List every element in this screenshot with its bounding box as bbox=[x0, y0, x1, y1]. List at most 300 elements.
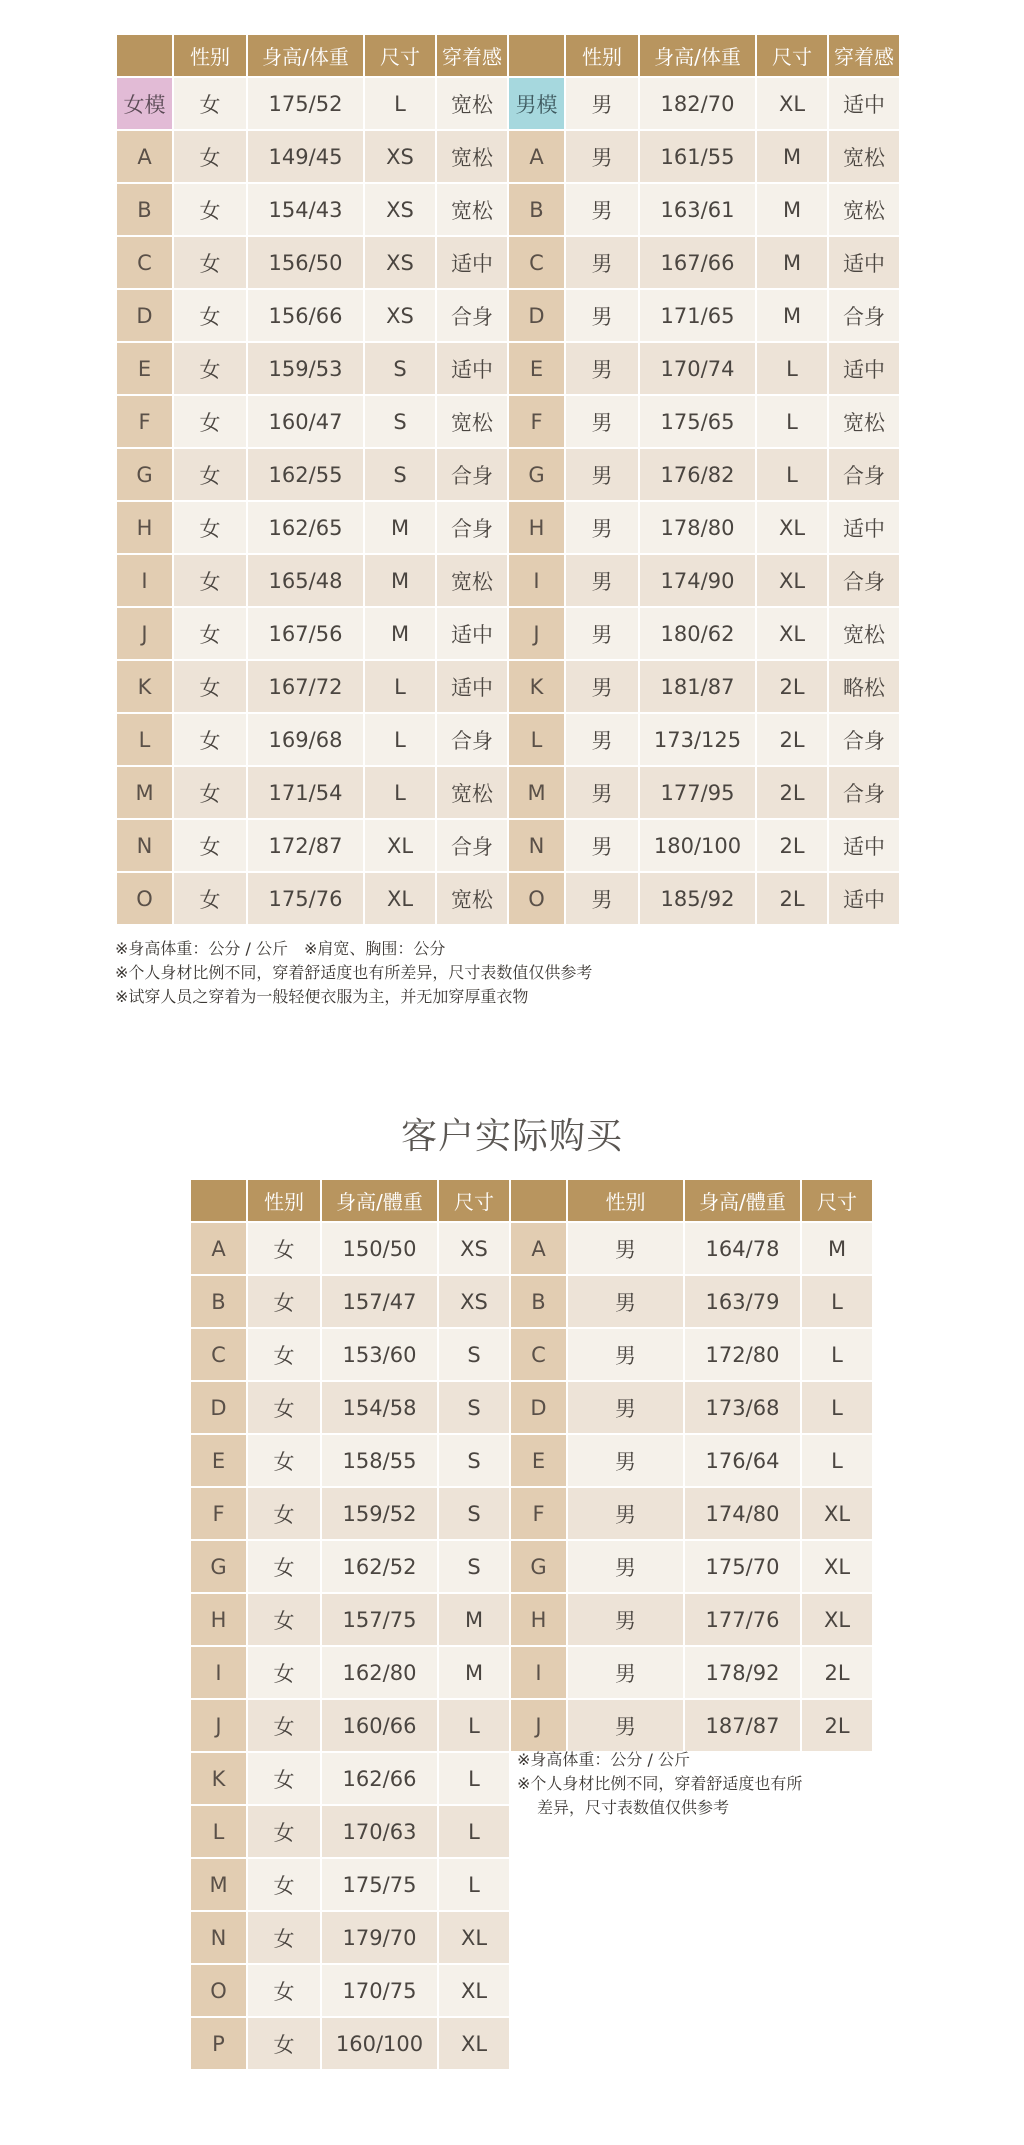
table-row bbox=[117, 608, 899, 659]
row-label-cell: O bbox=[191, 1965, 246, 2016]
table-cell: 157/47 bbox=[322, 1276, 437, 1327]
table-cell: 160/100 bbox=[322, 2018, 437, 2069]
table-cell: XS bbox=[439, 1276, 509, 1327]
table-cell: 适中 bbox=[829, 78, 899, 129]
table-cell: L bbox=[439, 1859, 509, 1910]
table-cell: M bbox=[439, 1647, 509, 1698]
table-cell: 女 bbox=[248, 1753, 320, 1804]
table-cell: L bbox=[757, 343, 827, 394]
table-cell: 女 bbox=[248, 1859, 320, 1910]
table-row bbox=[191, 1912, 872, 1963]
table-cell: 171/65 bbox=[640, 290, 755, 341]
table-cell: 男 bbox=[568, 1594, 683, 1645]
table-cell: 男 bbox=[566, 131, 638, 182]
table-cell: 女 bbox=[248, 1647, 320, 1698]
table-cell: XL bbox=[757, 502, 827, 553]
header-cell: 身高/体重 bbox=[248, 35, 363, 76]
table-row bbox=[191, 1435, 872, 1486]
table-row bbox=[117, 184, 899, 235]
row-label-cell: O bbox=[117, 873, 172, 924]
table-header-row bbox=[191, 1180, 872, 1221]
table-cell: 153/60 bbox=[322, 1329, 437, 1380]
table-cell: 男 bbox=[566, 820, 638, 871]
table-cell: 合身 bbox=[437, 290, 507, 341]
table-row bbox=[191, 1647, 872, 1698]
table-cell: 163/79 bbox=[685, 1276, 800, 1327]
header-cell: 性别 bbox=[566, 35, 638, 76]
note-line: ※试穿人员之穿着为一般轻便衣服为主，并无加穿厚重衣物 bbox=[115, 987, 529, 1006]
row-label-cell: C bbox=[191, 1329, 246, 1380]
row-label-cell: B bbox=[511, 1276, 566, 1327]
table-cell: 适中 bbox=[829, 873, 899, 924]
row-label-cell: G bbox=[117, 449, 172, 500]
table-cell: XL bbox=[802, 1594, 872, 1645]
table-cell: 合身 bbox=[437, 714, 507, 765]
table-cell: 162/52 bbox=[322, 1541, 437, 1592]
table-cell: 女 bbox=[174, 184, 246, 235]
header-cell: 身高/體重 bbox=[685, 1180, 800, 1221]
table-cell: 174/80 bbox=[685, 1488, 800, 1539]
table-cell: 2L bbox=[757, 661, 827, 712]
table-row bbox=[191, 1965, 872, 2016]
table-cell: 177/76 bbox=[685, 1594, 800, 1645]
table-cell: 179/70 bbox=[322, 1912, 437, 1963]
row-label-cell: H bbox=[117, 502, 172, 553]
table-cell: XS bbox=[365, 184, 435, 235]
table-cell: 160/66 bbox=[322, 1700, 437, 1751]
table-cell: M bbox=[757, 237, 827, 288]
table-cell: 2L bbox=[757, 714, 827, 765]
table-cell: M bbox=[757, 131, 827, 182]
table-cell: 适中 bbox=[437, 608, 507, 659]
row-label-cell: C bbox=[511, 1329, 566, 1380]
row-label-cell: C bbox=[509, 237, 564, 288]
table-cell: 女 bbox=[248, 1329, 320, 1380]
table-cell: 宽松 bbox=[829, 184, 899, 235]
row-label-cell: O bbox=[509, 873, 564, 924]
row-label-cell: E bbox=[509, 343, 564, 394]
header-label-cell bbox=[191, 1180, 246, 1221]
row-label-cell: M bbox=[509, 767, 564, 818]
table-cell: 适中 bbox=[437, 237, 507, 288]
table-cell: L bbox=[439, 1753, 509, 1804]
table-row bbox=[117, 555, 899, 606]
row-label-cell: A bbox=[191, 1223, 246, 1274]
table-cell: 男 bbox=[568, 1435, 683, 1486]
header-cell: 性别 bbox=[174, 35, 246, 76]
table-cell: 180/100 bbox=[640, 820, 755, 871]
table-cell: XL bbox=[757, 608, 827, 659]
note-line: ※身高体重：公分 / 公斤 ※肩宽、胸围：公分 bbox=[115, 939, 446, 958]
row-label-cell: M bbox=[117, 767, 172, 818]
table-cell: 154/58 bbox=[322, 1382, 437, 1433]
table-cell: 163/61 bbox=[640, 184, 755, 235]
table-cell: 女 bbox=[174, 714, 246, 765]
row-label-cell: D bbox=[191, 1382, 246, 1433]
header-label-cell bbox=[117, 35, 172, 76]
table-cell: 171/54 bbox=[248, 767, 363, 818]
row-label-cell: F bbox=[191, 1488, 246, 1539]
table-cell: XL bbox=[757, 555, 827, 606]
table-cell: 177/95 bbox=[640, 767, 755, 818]
table-row bbox=[191, 1700, 872, 1751]
table-cell: 男 bbox=[566, 184, 638, 235]
table-cell: 女 bbox=[248, 1541, 320, 1592]
table-cell: 男 bbox=[568, 1488, 683, 1539]
row-label-cell: L bbox=[509, 714, 564, 765]
table-cell: XL bbox=[439, 1965, 509, 2016]
table-cell: S bbox=[439, 1329, 509, 1380]
note-line: ※身高体重：公分 / 公斤 bbox=[517, 1750, 690, 1769]
table-cell: 男 bbox=[566, 396, 638, 447]
row-label-cell: E bbox=[117, 343, 172, 394]
table-cell: 宽松 bbox=[829, 608, 899, 659]
row-label-cell: B bbox=[117, 184, 172, 235]
table-cell: 男 bbox=[568, 1541, 683, 1592]
row-label-cell: F bbox=[509, 396, 564, 447]
table-cell: 女 bbox=[174, 290, 246, 341]
header-cell: 尺寸 bbox=[802, 1180, 872, 1221]
table-cell: 女 bbox=[248, 1488, 320, 1539]
table-row bbox=[117, 820, 899, 871]
table-cell: 154/43 bbox=[248, 184, 363, 235]
table-cell: 女 bbox=[174, 555, 246, 606]
table-cell: S bbox=[365, 396, 435, 447]
table-cell: 女 bbox=[174, 608, 246, 659]
table-cell: L bbox=[757, 449, 827, 500]
row-label-cell: I bbox=[511, 1647, 566, 1698]
row-label-cell: G bbox=[509, 449, 564, 500]
table-cell: 宽松 bbox=[437, 396, 507, 447]
table-cell: 男 bbox=[568, 1223, 683, 1274]
row-label-cell: D bbox=[511, 1382, 566, 1433]
table-cell: XS bbox=[365, 131, 435, 182]
table-cell: 女 bbox=[174, 131, 246, 182]
table-cell: 女 bbox=[174, 396, 246, 447]
table-cell: 女 bbox=[248, 1806, 320, 1857]
row-label-cell: L bbox=[191, 1806, 246, 1857]
table-cell: S bbox=[439, 1488, 509, 1539]
table-row bbox=[117, 767, 899, 818]
table-cell: XL bbox=[802, 1541, 872, 1592]
header-cell: 性别 bbox=[568, 1180, 683, 1221]
table-cell: 女 bbox=[174, 343, 246, 394]
table-cell: 185/92 bbox=[640, 873, 755, 924]
table-cell: 合身 bbox=[829, 555, 899, 606]
row-label-cell: J bbox=[511, 1700, 566, 1751]
table-cell: 182/70 bbox=[640, 78, 755, 129]
table-cell: 合身 bbox=[829, 449, 899, 500]
header-cell: 穿着感 bbox=[829, 35, 899, 76]
row-label-cell: C bbox=[117, 237, 172, 288]
table-cell: 男 bbox=[568, 1700, 683, 1751]
row-label-cell: L bbox=[117, 714, 172, 765]
table-cell: 172/87 bbox=[248, 820, 363, 871]
table-cell: L bbox=[365, 714, 435, 765]
table-cell: 167/66 bbox=[640, 237, 755, 288]
table-cell: 159/53 bbox=[248, 343, 363, 394]
row-label-cell: N bbox=[117, 820, 172, 871]
table-cell: 2L bbox=[802, 1700, 872, 1751]
customer-purchase-table bbox=[189, 1178, 874, 2071]
table-cell: 女 bbox=[248, 1594, 320, 1645]
table-cell: M bbox=[365, 555, 435, 606]
table-cell: 2L bbox=[757, 820, 827, 871]
table-cell: 合身 bbox=[437, 502, 507, 553]
table-cell: S bbox=[439, 1382, 509, 1433]
row-label-cell: K bbox=[191, 1753, 246, 1804]
table-row bbox=[117, 449, 899, 500]
row-label-cell: J bbox=[509, 608, 564, 659]
table-cell: S bbox=[439, 1435, 509, 1486]
table-cell: 180/62 bbox=[640, 608, 755, 659]
table-cell: 男 bbox=[568, 1382, 683, 1433]
section-title: 客户实际购买 bbox=[400, 1116, 623, 1157]
table-cell: XS bbox=[365, 237, 435, 288]
table-cell: 男 bbox=[566, 555, 638, 606]
row-label-cell: K bbox=[509, 661, 564, 712]
table-cell: 175/76 bbox=[248, 873, 363, 924]
table-cell: 157/75 bbox=[322, 1594, 437, 1645]
table-cell: 162/65 bbox=[248, 502, 363, 553]
table-cell: 男 bbox=[566, 661, 638, 712]
table-cell: 162/55 bbox=[248, 449, 363, 500]
table-cell: 男 bbox=[568, 1647, 683, 1698]
table-cell: 158/55 bbox=[322, 1435, 437, 1486]
table-cell: 宽松 bbox=[829, 396, 899, 447]
row-label-cell: 女模 bbox=[117, 78, 172, 129]
table-cell: XL bbox=[365, 820, 435, 871]
table-cell: 女 bbox=[174, 78, 246, 129]
note-line: 差异，尺寸表数值仅供参考 bbox=[537, 1798, 730, 1817]
table-cell: 男 bbox=[566, 608, 638, 659]
table-cell: 2L bbox=[802, 1647, 872, 1698]
row-label-cell: N bbox=[191, 1912, 246, 1963]
table-cell: M bbox=[439, 1594, 509, 1645]
table-row bbox=[191, 1594, 872, 1645]
table-cell: 156/66 bbox=[248, 290, 363, 341]
table-cell: 169/68 bbox=[248, 714, 363, 765]
table-header-row bbox=[117, 35, 899, 76]
table-row bbox=[117, 714, 899, 765]
table-cell: 170/75 bbox=[322, 1965, 437, 2016]
table-row bbox=[191, 1541, 872, 1592]
table-cell: 适中 bbox=[437, 661, 507, 712]
table-cell: 女 bbox=[248, 1912, 320, 1963]
table-cell: 女 bbox=[174, 502, 246, 553]
table-cell: 187/87 bbox=[685, 1700, 800, 1751]
table-cell: XL bbox=[757, 78, 827, 129]
table-cell: 男 bbox=[568, 1276, 683, 1327]
table-cell: L bbox=[802, 1435, 872, 1486]
table-cell: 宽松 bbox=[437, 555, 507, 606]
table-cell: 宽松 bbox=[437, 78, 507, 129]
table-cell: 女 bbox=[248, 1382, 320, 1433]
table-cell: M bbox=[365, 502, 435, 553]
table-row bbox=[117, 131, 899, 182]
table-row bbox=[191, 1329, 872, 1380]
table-cell: L bbox=[365, 661, 435, 712]
row-label-cell: A bbox=[509, 131, 564, 182]
table-cell: 适中 bbox=[829, 502, 899, 553]
table-cell: 宽松 bbox=[437, 767, 507, 818]
table-cell: 宽松 bbox=[829, 131, 899, 182]
table-cell: 175/52 bbox=[248, 78, 363, 129]
table-cell: 167/56 bbox=[248, 608, 363, 659]
table-row bbox=[191, 1859, 872, 1910]
table-cell: 男 bbox=[566, 714, 638, 765]
header-cell: 身高/体重 bbox=[640, 35, 755, 76]
table-cell: XL bbox=[802, 1488, 872, 1539]
table-cell: 170/74 bbox=[640, 343, 755, 394]
row-label-cell: F bbox=[511, 1488, 566, 1539]
row-label-cell: I bbox=[509, 555, 564, 606]
table-cell: L bbox=[802, 1329, 872, 1380]
header-cell: 尺寸 bbox=[757, 35, 827, 76]
customer-table-notes bbox=[517, 1748, 802, 1820]
table-cell: 女 bbox=[174, 661, 246, 712]
table-cell: 150/50 bbox=[322, 1223, 437, 1274]
table-cell: 女 bbox=[174, 449, 246, 500]
table-cell: L bbox=[439, 1806, 509, 1857]
table-cell: M bbox=[757, 290, 827, 341]
table-cell: 161/55 bbox=[640, 131, 755, 182]
table-cell: 略松 bbox=[829, 661, 899, 712]
note-line: ※个人身材比例不同，穿着舒适度也有所差异，尺寸表数值仅供参考 bbox=[115, 963, 593, 982]
row-label-cell: H bbox=[511, 1594, 566, 1645]
table-cell: 174/90 bbox=[640, 555, 755, 606]
table-cell: 女 bbox=[174, 873, 246, 924]
table-cell: 173/68 bbox=[685, 1382, 800, 1433]
table-row bbox=[117, 661, 899, 712]
table-cell: 合身 bbox=[829, 767, 899, 818]
table-cell: 女 bbox=[248, 2018, 320, 2069]
table-cell: 女 bbox=[174, 237, 246, 288]
table-cell: 149/45 bbox=[248, 131, 363, 182]
header-cell: 穿着感 bbox=[437, 35, 507, 76]
row-label-cell: P bbox=[191, 2018, 246, 2069]
table-cell: XL bbox=[439, 1912, 509, 1963]
table-cell: 适中 bbox=[829, 343, 899, 394]
table-cell: 178/80 bbox=[640, 502, 755, 553]
table-cell: 156/50 bbox=[248, 237, 363, 288]
row-label-cell: B bbox=[191, 1276, 246, 1327]
table-cell: L bbox=[757, 396, 827, 447]
row-label-cell: E bbox=[511, 1435, 566, 1486]
row-label-cell: J bbox=[117, 608, 172, 659]
row-label-cell: I bbox=[191, 1647, 246, 1698]
table-row bbox=[117, 343, 899, 394]
row-label-cell: H bbox=[191, 1594, 246, 1645]
row-label-cell: B bbox=[509, 184, 564, 235]
table-cell: 176/64 bbox=[685, 1435, 800, 1486]
header-cell: 性别 bbox=[248, 1180, 320, 1221]
row-label-cell: 男模 bbox=[509, 78, 564, 129]
table-cell: 175/70 bbox=[685, 1541, 800, 1592]
table-cell: 男 bbox=[566, 502, 638, 553]
table-cell: 176/82 bbox=[640, 449, 755, 500]
table-cell: 男 bbox=[566, 767, 638, 818]
table-cell: 2L bbox=[757, 767, 827, 818]
table-cell: XS bbox=[439, 1223, 509, 1274]
table-cell: 164/78 bbox=[685, 1223, 800, 1274]
header-label-cell bbox=[511, 1180, 566, 1221]
table-cell: XS bbox=[365, 290, 435, 341]
table-row bbox=[191, 1382, 872, 1433]
table-row bbox=[117, 78, 899, 129]
row-label-cell: D bbox=[509, 290, 564, 341]
table-cell: 合身 bbox=[829, 290, 899, 341]
table-row bbox=[191, 2018, 872, 2069]
table-cell: 男 bbox=[566, 237, 638, 288]
table-cell: 181/87 bbox=[640, 661, 755, 712]
table-row bbox=[117, 290, 899, 341]
row-label-cell: A bbox=[117, 131, 172, 182]
table-cell: 2L bbox=[757, 873, 827, 924]
table-row bbox=[117, 237, 899, 288]
table-row bbox=[191, 1276, 872, 1327]
row-label-cell: M bbox=[191, 1859, 246, 1910]
table-cell: 女 bbox=[248, 1700, 320, 1751]
table-cell: 165/48 bbox=[248, 555, 363, 606]
row-label-cell: H bbox=[509, 502, 564, 553]
row-label-cell: N bbox=[509, 820, 564, 871]
table-cell: 合身 bbox=[437, 820, 507, 871]
table-cell: M bbox=[802, 1223, 872, 1274]
table-cell: 女 bbox=[248, 1276, 320, 1327]
table-cell: 女 bbox=[248, 1435, 320, 1486]
table-cell: 宽松 bbox=[437, 184, 507, 235]
table-cell: 适中 bbox=[829, 820, 899, 871]
table-cell: 167/72 bbox=[248, 661, 363, 712]
table-cell: L bbox=[365, 78, 435, 129]
table-cell: 男 bbox=[566, 449, 638, 500]
row-label-cell: J bbox=[191, 1700, 246, 1751]
table-cell: L bbox=[802, 1276, 872, 1327]
table-cell: 175/65 bbox=[640, 396, 755, 447]
table-cell: 适中 bbox=[829, 237, 899, 288]
table-cell: 178/92 bbox=[685, 1647, 800, 1698]
row-label-cell: G bbox=[511, 1541, 566, 1592]
table-cell: 男 bbox=[568, 1329, 683, 1380]
table-cell: 男 bbox=[566, 78, 638, 129]
table-cell: XL bbox=[365, 873, 435, 924]
row-label-cell: A bbox=[511, 1223, 566, 1274]
table-cell: 女 bbox=[174, 767, 246, 818]
table-cell: 女 bbox=[248, 1223, 320, 1274]
table-cell: 男 bbox=[566, 873, 638, 924]
table-cell: 男 bbox=[566, 343, 638, 394]
table-cell: 172/80 bbox=[685, 1329, 800, 1380]
row-label-cell: E bbox=[191, 1435, 246, 1486]
table-cell: 160/47 bbox=[248, 396, 363, 447]
table-cell: XL bbox=[439, 2018, 509, 2069]
table-cell: 170/63 bbox=[322, 1806, 437, 1857]
table-cell: S bbox=[365, 449, 435, 500]
size-table-notes bbox=[115, 937, 592, 1009]
table-cell: L bbox=[439, 1700, 509, 1751]
table-cell: M bbox=[365, 608, 435, 659]
row-label-cell: K bbox=[117, 661, 172, 712]
table-cell: 173/125 bbox=[640, 714, 755, 765]
table-cell: 女 bbox=[174, 820, 246, 871]
table-row bbox=[117, 396, 899, 447]
row-label-cell: F bbox=[117, 396, 172, 447]
table-cell: L bbox=[802, 1382, 872, 1433]
row-label-cell: I bbox=[117, 555, 172, 606]
table-cell: 适中 bbox=[437, 343, 507, 394]
table-row bbox=[117, 873, 899, 924]
